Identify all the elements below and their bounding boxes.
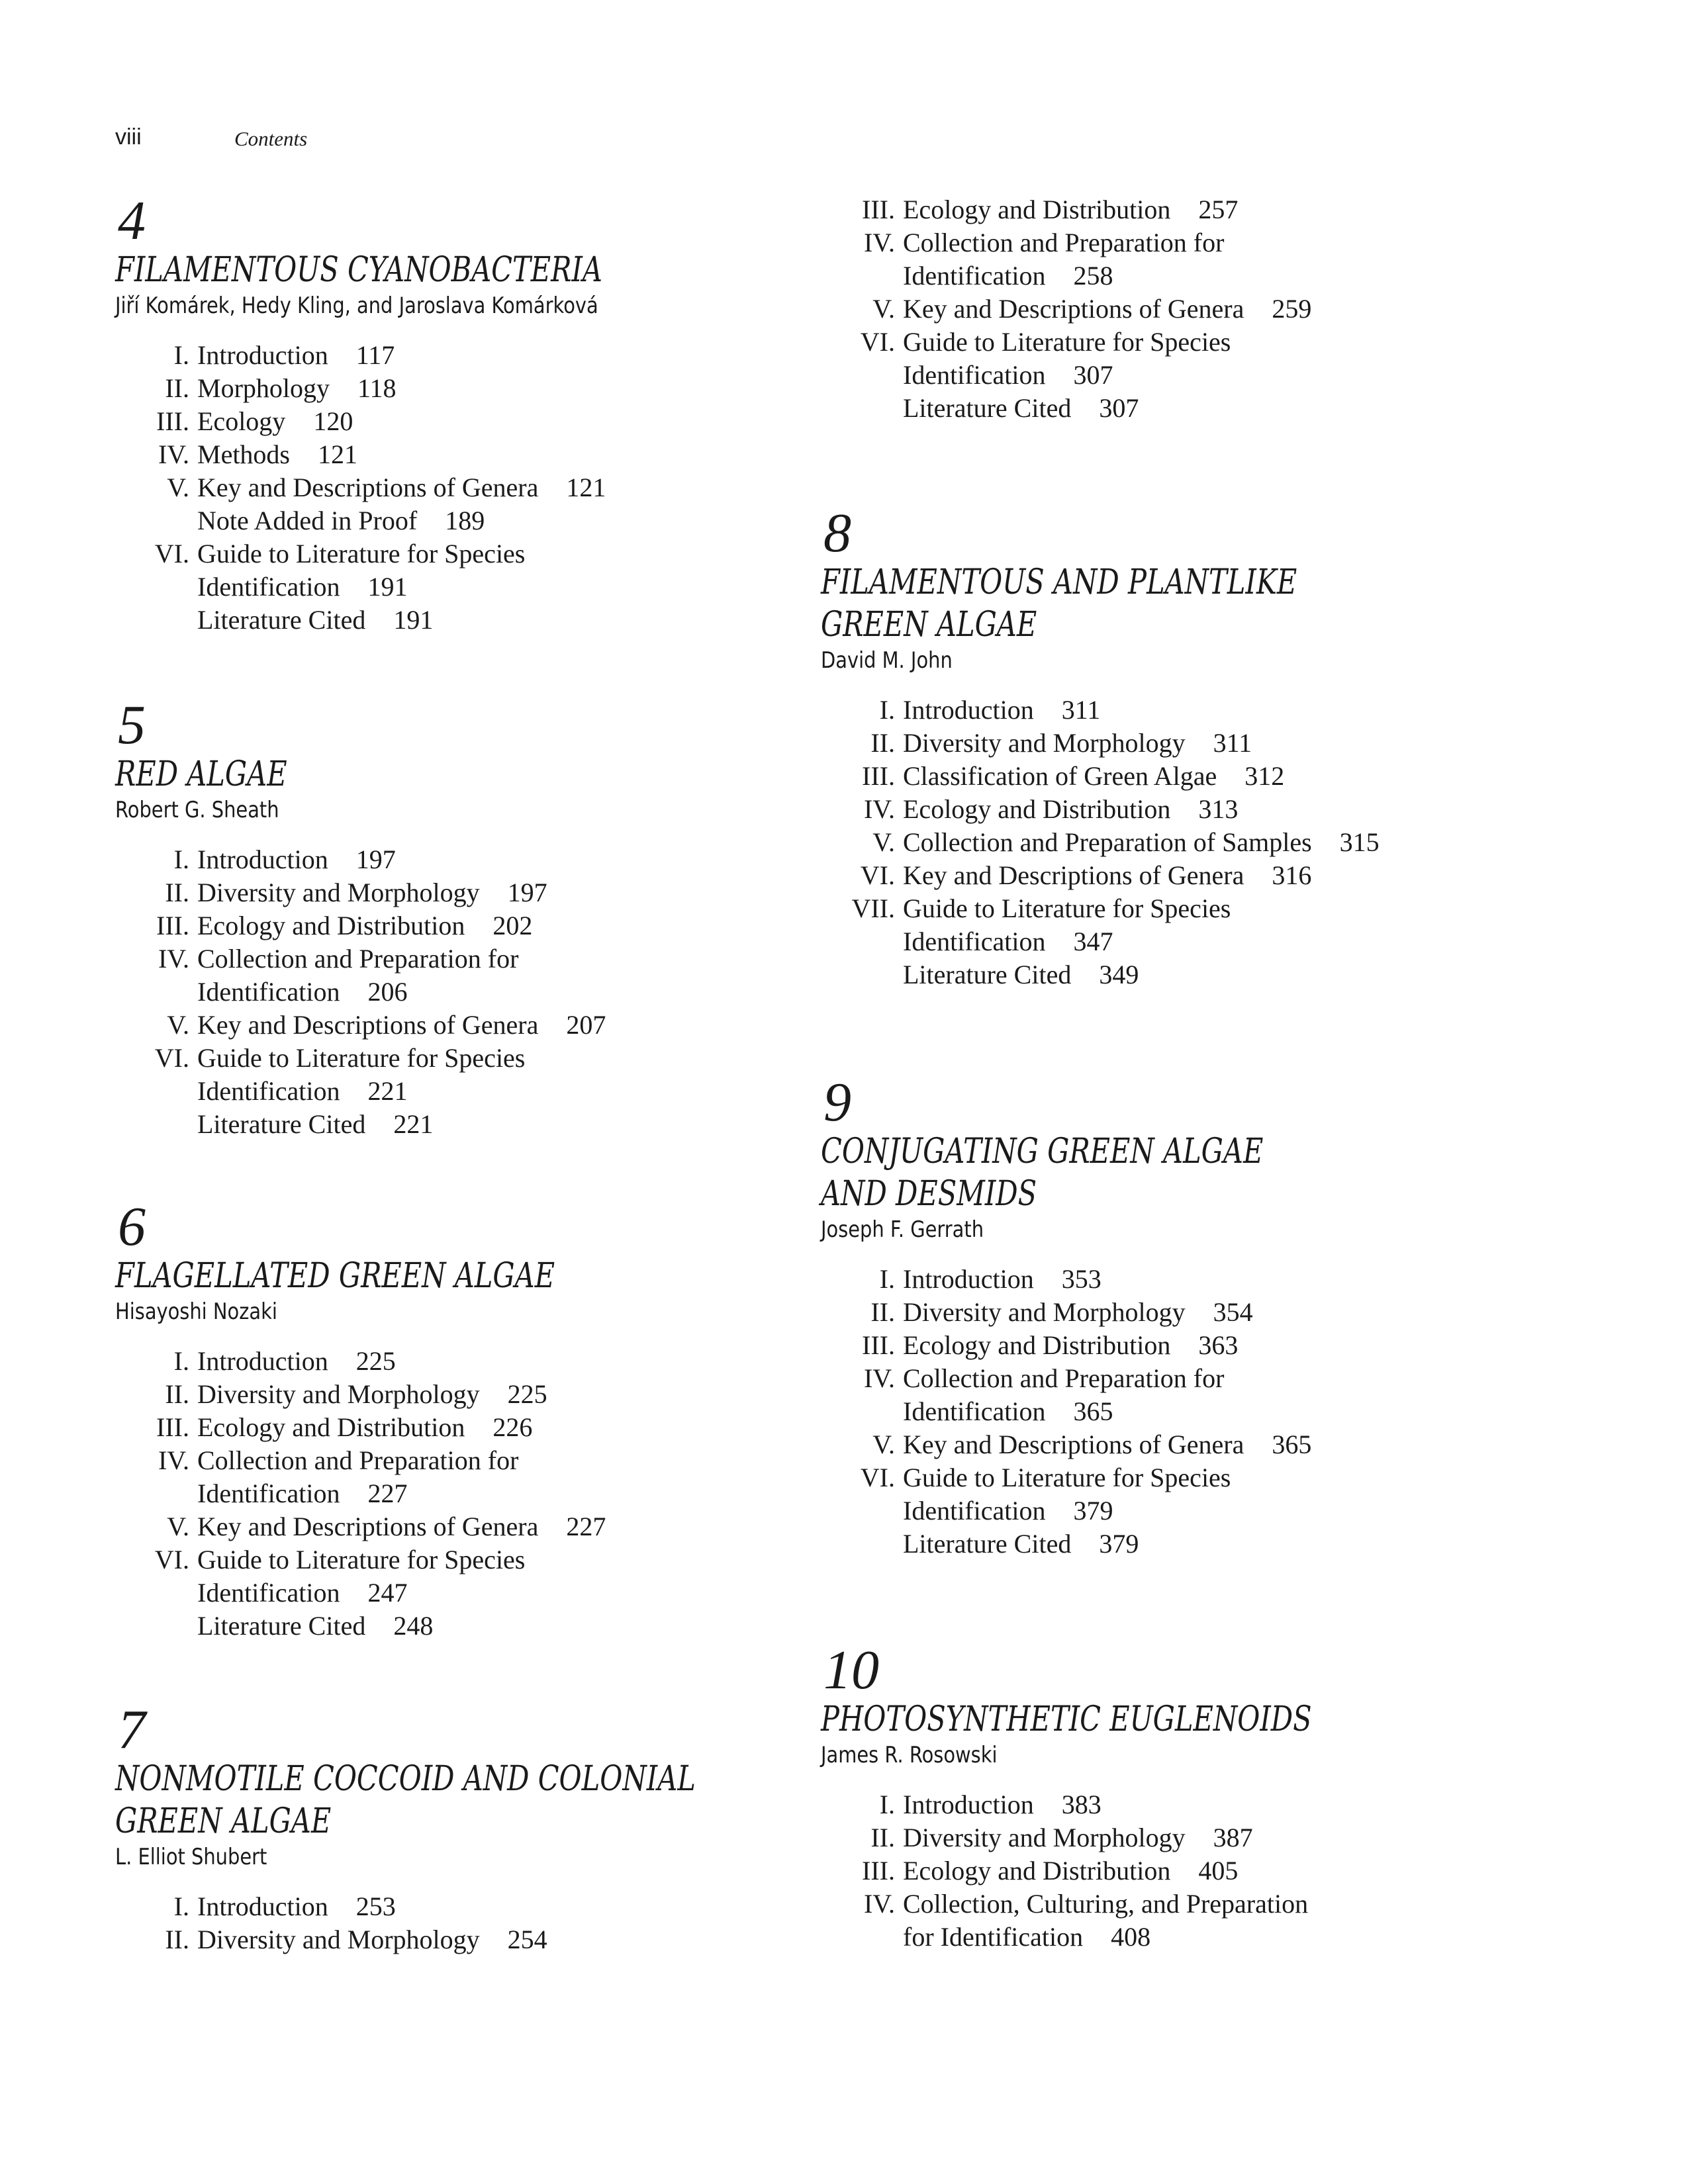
toc-entry bbox=[115, 843, 810, 876]
section-title: Identification bbox=[197, 1479, 340, 1508]
page-number: 311 bbox=[1061, 695, 1101, 725]
page-number: 254 bbox=[507, 1925, 547, 1954]
toc-entry bbox=[821, 1494, 1648, 1527]
chapter-author: L. Elliot Shubert bbox=[115, 1844, 267, 1870]
section-title: Identification bbox=[197, 572, 340, 602]
page-number: 365 bbox=[1073, 1396, 1113, 1426]
toc-entry bbox=[821, 1395, 1648, 1428]
toc-entry bbox=[115, 372, 810, 405]
page-number: 225 bbox=[355, 1346, 396, 1376]
page-number: 387 bbox=[1213, 1823, 1253, 1852]
chapter-number: 6 bbox=[118, 1196, 146, 1257]
section-title: for Identification bbox=[903, 1922, 1084, 1952]
page-number: 349 bbox=[1099, 960, 1139, 989]
section-numeral: VI. bbox=[154, 1043, 189, 1073]
toc-entry bbox=[821, 694, 1648, 727]
page-number: 379 bbox=[1099, 1529, 1139, 1559]
toc-entry bbox=[115, 537, 810, 570]
section-title: Literature Cited bbox=[903, 960, 1072, 989]
section-title: Identification bbox=[903, 927, 1046, 956]
chapter-author: James R. Rosowski bbox=[821, 1742, 998, 1768]
page-number: 257 bbox=[1198, 195, 1239, 224]
chapter-title: FILAMENTOUS AND PLANTLIKE bbox=[821, 563, 1297, 602]
section-title: Ecology and Distribution bbox=[903, 794, 1171, 824]
section-numeral: V. bbox=[167, 473, 189, 502]
section-title: Identification bbox=[903, 1496, 1046, 1525]
page-number: 120 bbox=[313, 406, 353, 436]
page-number: 365 bbox=[1272, 1430, 1312, 1459]
page-number: 191 bbox=[393, 605, 434, 635]
section-title: Guide to Literature for Species bbox=[197, 1545, 526, 1574]
chapter-entries bbox=[115, 339, 810, 637]
section-title: Literature Cited bbox=[197, 1611, 366, 1641]
page-number: 307 bbox=[1073, 360, 1113, 390]
toc-entry bbox=[821, 1527, 1648, 1561]
page-number: 117 bbox=[355, 340, 395, 370]
toc-entry bbox=[115, 1009, 810, 1042]
chapter-title: CONJUGATING GREEN ALGAE bbox=[821, 1132, 1264, 1171]
toc-entry bbox=[821, 1888, 1648, 1921]
section-numeral: IV. bbox=[158, 439, 189, 469]
page-number: 312 bbox=[1244, 761, 1285, 791]
section-title: Key and Descriptions of Genera bbox=[903, 1430, 1244, 1459]
toc-entry bbox=[821, 892, 1648, 925]
toc-entry bbox=[115, 1543, 810, 1576]
chapter-title: FLAGELLATED GREEN ALGAE bbox=[115, 1256, 555, 1296]
toc-entry bbox=[115, 1510, 810, 1543]
chapter-entries bbox=[821, 694, 1648, 991]
section-title: Diversity and Morphology bbox=[197, 878, 480, 907]
toc-entry bbox=[115, 1923, 810, 1956]
page-number: 221 bbox=[367, 1076, 408, 1106]
toc-entry bbox=[821, 727, 1648, 760]
page-number: 221 bbox=[393, 1109, 434, 1139]
section-numeral: I. bbox=[173, 1346, 189, 1376]
section-title: Identification bbox=[197, 1076, 340, 1106]
chapter-9 bbox=[821, 1071, 1648, 1561]
chapter-entries bbox=[115, 1890, 810, 1956]
section-title: Literature Cited bbox=[197, 605, 366, 635]
page-number: 408 bbox=[1111, 1922, 1151, 1952]
section-title: Ecology and Distribution bbox=[197, 1412, 465, 1442]
section-numeral: III. bbox=[156, 1412, 189, 1442]
page-number: 258 bbox=[1073, 261, 1113, 291]
section-numeral: I. bbox=[879, 1790, 895, 1819]
toc-entry bbox=[115, 1378, 810, 1411]
section-title: Collection and Preparation for bbox=[903, 1363, 1225, 1393]
toc-entry bbox=[821, 326, 1648, 359]
chapter-title: NONMOTILE COCCOID AND COLONIAL bbox=[115, 1759, 696, 1799]
section-numeral: III. bbox=[156, 911, 189, 940]
toc-entry bbox=[115, 1444, 810, 1477]
section-title: Introduction bbox=[197, 1891, 328, 1921]
page-number: 227 bbox=[566, 1512, 606, 1541]
toc-entry bbox=[115, 438, 810, 471]
toc-entry bbox=[115, 604, 810, 637]
chapter-10 bbox=[821, 1639, 1648, 1954]
toc-entry bbox=[821, 392, 1648, 425]
page-number: 353 bbox=[1061, 1264, 1102, 1294]
chapter-author: Joseph F. Gerrath bbox=[821, 1216, 984, 1243]
toc-entry bbox=[821, 293, 1648, 326]
section-numeral: V. bbox=[872, 1430, 895, 1459]
section-title: Ecology bbox=[197, 406, 286, 436]
section-title: Literature Cited bbox=[903, 1529, 1072, 1559]
toc-entry bbox=[115, 1890, 810, 1923]
section-numeral: IV. bbox=[863, 1363, 895, 1393]
section-numeral: II. bbox=[870, 1297, 895, 1327]
section-numeral: VI. bbox=[860, 1463, 895, 1492]
toc-entry bbox=[115, 1345, 810, 1378]
chapter-number: 5 bbox=[118, 694, 146, 756]
toc-entry bbox=[821, 760, 1648, 793]
page-number: 311 bbox=[1213, 728, 1252, 758]
section-numeral: V. bbox=[167, 1512, 189, 1541]
toc-entry bbox=[115, 1075, 810, 1108]
toc-entry bbox=[115, 405, 810, 438]
section-title: Diversity and Morphology bbox=[903, 1823, 1186, 1852]
section-numeral: II. bbox=[165, 373, 189, 403]
section-numeral: I. bbox=[173, 340, 189, 370]
chapter-number: 9 bbox=[823, 1071, 851, 1133]
toc-entry bbox=[115, 1610, 810, 1643]
toc-entry bbox=[115, 1108, 810, 1141]
section-numeral: V. bbox=[872, 827, 895, 857]
chapter-title: FILAMENTOUS CYANOBACTERIA bbox=[115, 250, 602, 290]
chapter-number: 4 bbox=[118, 190, 146, 251]
page-number: 227 bbox=[367, 1479, 408, 1508]
section-title: Identification bbox=[903, 261, 1046, 291]
chapter-title: PHOTOSYNTHETIC EUGLENOIDS bbox=[821, 1700, 1312, 1739]
section-title: Literature Cited bbox=[903, 393, 1072, 423]
chapter-7 bbox=[115, 1699, 810, 1956]
section-title: Guide to Literature for Species bbox=[903, 327, 1231, 357]
chapter-title: RED ALGAE bbox=[115, 754, 287, 794]
page-number: 347 bbox=[1073, 927, 1113, 956]
page-folio: viii bbox=[115, 124, 142, 150]
section-numeral: VI. bbox=[860, 327, 895, 357]
toc-entry bbox=[821, 1921, 1648, 1954]
section-numeral: II. bbox=[870, 1823, 895, 1852]
section-title: Classification of Green Algae bbox=[903, 761, 1217, 791]
section-numeral: VI. bbox=[154, 539, 189, 569]
section-numeral: IV. bbox=[158, 944, 189, 974]
section-numeral: I. bbox=[173, 844, 189, 874]
section-title: Ecology and Distribution bbox=[903, 1856, 1171, 1886]
chapter-author: Hisayoshi Nozaki bbox=[115, 1298, 277, 1325]
toc-entry bbox=[115, 1042, 810, 1075]
toc-entry bbox=[115, 1411, 810, 1444]
chapter-5 bbox=[115, 694, 810, 1141]
section-numeral: IV. bbox=[158, 1445, 189, 1475]
chapter-7-continuation bbox=[821, 193, 1648, 425]
toc-entry bbox=[821, 1428, 1648, 1461]
section-title: Key and Descriptions of Genera bbox=[903, 294, 1244, 324]
page-number: 202 bbox=[492, 911, 533, 940]
section-numeral: III. bbox=[862, 761, 895, 791]
section-numeral: VI. bbox=[154, 1545, 189, 1574]
section-numeral: IV. bbox=[863, 1889, 895, 1919]
toc-entry bbox=[821, 1461, 1648, 1494]
section-title: Diversity and Morphology bbox=[197, 1925, 480, 1954]
section-title: Note Added in Proof bbox=[197, 506, 418, 535]
section-title: Identification bbox=[903, 1396, 1046, 1426]
page-number: 226 bbox=[492, 1412, 533, 1442]
section-title: Diversity and Morphology bbox=[903, 728, 1186, 758]
page-number: 247 bbox=[367, 1578, 408, 1608]
chapter-title: AND DESMIDS bbox=[821, 1174, 1037, 1214]
page-number: 307 bbox=[1099, 393, 1139, 423]
section-title: Identification bbox=[197, 977, 340, 1007]
page-number: 118 bbox=[357, 373, 397, 403]
chapter-author: David M. John bbox=[821, 647, 953, 674]
section-title: Identification bbox=[903, 360, 1046, 390]
section-numeral: II. bbox=[165, 878, 189, 907]
toc-entry bbox=[821, 193, 1648, 226]
section-title: Diversity and Morphology bbox=[197, 1379, 480, 1409]
section-numeral: VII. bbox=[851, 893, 895, 923]
toc-entry bbox=[115, 471, 810, 504]
page-number: 363 bbox=[1198, 1330, 1239, 1360]
page-number: 383 bbox=[1061, 1790, 1102, 1819]
toc-entry bbox=[821, 958, 1648, 991]
section-title: Introduction bbox=[197, 1346, 328, 1376]
toc-entry bbox=[821, 1329, 1648, 1362]
page-number: 121 bbox=[566, 473, 606, 502]
section-numeral: II. bbox=[165, 1925, 189, 1954]
page-number: 315 bbox=[1339, 827, 1380, 857]
chapter-entries bbox=[821, 1788, 1648, 1954]
chapter-4 bbox=[115, 190, 810, 637]
page-number: 191 bbox=[367, 572, 408, 602]
toc-entry bbox=[821, 259, 1648, 293]
section-title: Key and Descriptions of Genera bbox=[903, 860, 1244, 890]
section-title: Introduction bbox=[903, 1264, 1034, 1294]
toc-entry bbox=[115, 504, 810, 537]
chapter-title: GREEN ALGAE bbox=[821, 605, 1037, 645]
section-name: Contents bbox=[234, 127, 308, 150]
toc-entry bbox=[821, 1263, 1648, 1296]
toc-entry bbox=[821, 793, 1648, 826]
section-numeral: II. bbox=[165, 1379, 189, 1409]
section-numeral: II. bbox=[870, 728, 895, 758]
page-number: 313 bbox=[1198, 794, 1239, 824]
page-number: 207 bbox=[566, 1010, 606, 1040]
chapter-entries bbox=[821, 1263, 1648, 1561]
section-title: Introduction bbox=[903, 1790, 1034, 1819]
toc-entry bbox=[115, 1477, 810, 1510]
toc-entry bbox=[821, 1362, 1648, 1395]
toc-entry bbox=[821, 826, 1648, 859]
page-number: 316 bbox=[1272, 860, 1312, 890]
toc-entry bbox=[115, 942, 810, 976]
page-number: 206 bbox=[367, 977, 408, 1007]
section-title: Diversity and Morphology bbox=[903, 1297, 1186, 1327]
toc-entry bbox=[115, 570, 810, 604]
section-title: Key and Descriptions of Genera bbox=[197, 473, 539, 502]
chapter-8 bbox=[821, 502, 1648, 991]
toc-entry bbox=[821, 1788, 1648, 1821]
chapter-entries bbox=[115, 1345, 810, 1643]
toc-entry bbox=[821, 1296, 1648, 1329]
section-title: Key and Descriptions of Genera bbox=[197, 1512, 539, 1541]
section-numeral: III. bbox=[156, 406, 189, 436]
page-number: 405 bbox=[1198, 1856, 1239, 1886]
toc-entry bbox=[115, 976, 810, 1009]
chapter-number: 7 bbox=[118, 1699, 146, 1760]
section-title: Introduction bbox=[197, 844, 328, 874]
toc-entry bbox=[115, 1576, 810, 1610]
chapter-number: 8 bbox=[823, 502, 851, 564]
chapter-title: GREEN ALGAE bbox=[115, 1801, 332, 1841]
toc-entry bbox=[115, 339, 810, 372]
section-title: Collection and Preparation for bbox=[197, 1445, 519, 1475]
toc-entry bbox=[821, 1854, 1648, 1888]
section-numeral: III. bbox=[862, 195, 895, 224]
section-title: Guide to Literature for Species bbox=[903, 1463, 1231, 1492]
section-title: Guide to Literature for Species bbox=[197, 539, 526, 569]
section-title: Collection and Preparation for bbox=[197, 944, 519, 974]
chapter-author: Robert G. Sheath bbox=[115, 797, 279, 823]
toc-entry bbox=[821, 226, 1648, 259]
page-number: 248 bbox=[393, 1611, 434, 1641]
section-title: Ecology and Distribution bbox=[903, 1330, 1171, 1360]
toc-entry bbox=[821, 859, 1648, 892]
page-number: 259 bbox=[1272, 294, 1312, 324]
section-title: Collection and Preparation of Samples bbox=[903, 827, 1312, 857]
section-title: Literature Cited bbox=[197, 1109, 366, 1139]
section-numeral: IV. bbox=[863, 794, 895, 824]
chapter-entries bbox=[115, 843, 810, 1141]
section-numeral: VI. bbox=[860, 860, 895, 890]
chapter-number: 10 bbox=[823, 1639, 879, 1701]
toc-entry bbox=[821, 359, 1648, 392]
section-title: Morphology bbox=[197, 373, 330, 403]
section-title: Ecology and Distribution bbox=[903, 195, 1171, 224]
page-number: 379 bbox=[1073, 1496, 1113, 1525]
section-numeral: III. bbox=[862, 1856, 895, 1886]
toc-entry bbox=[821, 1821, 1648, 1854]
section-title: Introduction bbox=[197, 340, 328, 370]
section-numeral: III. bbox=[862, 1330, 895, 1360]
section-numeral: I. bbox=[173, 1891, 189, 1921]
chapter-6 bbox=[115, 1196, 810, 1643]
section-numeral: I. bbox=[879, 695, 895, 725]
toc-entry bbox=[115, 909, 810, 942]
section-title: Ecology and Distribution bbox=[197, 911, 465, 940]
toc-entry bbox=[821, 925, 1648, 958]
section-title: Guide to Literature for Species bbox=[197, 1043, 526, 1073]
toc-entry bbox=[115, 876, 810, 909]
page-number: 253 bbox=[355, 1891, 396, 1921]
section-title: Introduction bbox=[903, 695, 1034, 725]
section-numeral: IV. bbox=[863, 228, 895, 257]
page-number: 189 bbox=[445, 506, 485, 535]
section-numeral: V. bbox=[167, 1010, 189, 1040]
section-title: Guide to Literature for Species bbox=[903, 893, 1231, 923]
page-number: 225 bbox=[507, 1379, 547, 1409]
chapter-author: Jiří Komárek, Hedy Kling, and Jaroslava Komárková bbox=[115, 293, 598, 319]
section-title: Methods bbox=[197, 439, 290, 469]
section-title: Key and Descriptions of Genera bbox=[197, 1010, 539, 1040]
section-numeral: I. bbox=[879, 1264, 895, 1294]
section-numeral: V. bbox=[872, 294, 895, 324]
page-number: 197 bbox=[355, 844, 396, 874]
page-number: 121 bbox=[318, 439, 357, 469]
section-title: Identification bbox=[197, 1578, 340, 1608]
section-title: Collection, Culturing, and Preparation bbox=[903, 1889, 1309, 1919]
page-number: 197 bbox=[507, 878, 547, 907]
page-number: 354 bbox=[1213, 1297, 1253, 1327]
section-title: Collection and Preparation for bbox=[903, 228, 1225, 257]
